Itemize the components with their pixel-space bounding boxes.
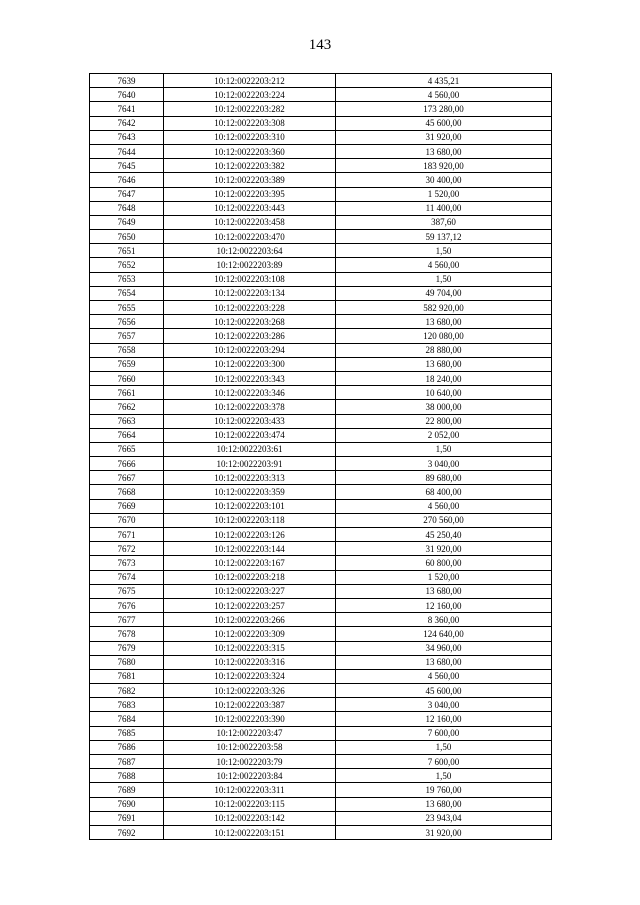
cadastral-number-cell: 10:12:0022203:282 (164, 102, 336, 116)
value-cell: 270 560,00 (336, 513, 552, 527)
value-cell: 1,50 (336, 769, 552, 783)
table-row (90, 684, 552, 698)
row-number-cell: 7692 (90, 825, 164, 839)
row-number-cell: 7684 (90, 712, 164, 726)
table-row (90, 655, 552, 669)
value-cell: 1,50 (336, 740, 552, 754)
value-cell: 45 600,00 (336, 116, 552, 130)
cadastral-number-cell: 10:12:0022203:443 (164, 201, 336, 215)
value-cell: 45 600,00 (336, 684, 552, 698)
table-row (90, 144, 552, 158)
table-row (90, 513, 552, 527)
table-row (90, 598, 552, 612)
value-cell: 387,60 (336, 215, 552, 229)
table-row (90, 315, 552, 329)
row-number-cell: 7661 (90, 386, 164, 400)
table-row (90, 442, 552, 456)
value-cell: 4 560,00 (336, 258, 552, 272)
value-cell: 18 240,00 (336, 371, 552, 385)
cadastral-number-cell: 10:12:0022203:58 (164, 740, 336, 754)
registry-table-body (90, 74, 552, 840)
cadastral-number-cell: 10:12:0022203:47 (164, 726, 336, 740)
row-number-cell: 7670 (90, 513, 164, 527)
row-number-cell: 7645 (90, 159, 164, 173)
row-number-cell: 7642 (90, 116, 164, 130)
cadastral-number-cell: 10:12:0022203:64 (164, 244, 336, 258)
table-row (90, 130, 552, 144)
row-number-cell: 7685 (90, 726, 164, 740)
value-cell: 124 640,00 (336, 627, 552, 641)
cadastral-number-cell: 10:12:0022203:309 (164, 627, 336, 641)
row-number-cell: 7683 (90, 698, 164, 712)
table-row (90, 357, 552, 371)
table-row (90, 301, 552, 315)
table-row (90, 613, 552, 627)
row-number-cell: 7665 (90, 442, 164, 456)
row-number-cell: 7653 (90, 272, 164, 286)
table-row (90, 215, 552, 229)
cadastral-number-cell: 10:12:0022203:101 (164, 499, 336, 513)
cadastral-number-cell: 10:12:0022203:218 (164, 570, 336, 584)
table-row (90, 556, 552, 570)
cadastral-number-cell: 10:12:0022203:359 (164, 485, 336, 499)
row-number-cell: 7662 (90, 400, 164, 414)
cadastral-number-cell: 10:12:0022203:84 (164, 769, 336, 783)
table-row (90, 457, 552, 471)
row-number-cell: 7674 (90, 570, 164, 584)
row-number-cell: 7691 (90, 811, 164, 825)
row-number-cell: 7651 (90, 244, 164, 258)
table-row (90, 726, 552, 740)
row-number-cell: 7659 (90, 357, 164, 371)
cadastral-number-cell: 10:12:0022203:470 (164, 230, 336, 244)
value-cell: 1,50 (336, 272, 552, 286)
table-row (90, 244, 552, 258)
value-cell: 2 052,00 (336, 428, 552, 442)
table-row (90, 471, 552, 485)
registry-table (89, 73, 552, 840)
row-number-cell: 7643 (90, 130, 164, 144)
table-row (90, 187, 552, 201)
page-number: 143 (308, 37, 332, 53)
value-cell: 89 680,00 (336, 471, 552, 485)
row-number-cell: 7680 (90, 655, 164, 669)
value-cell: 31 920,00 (336, 825, 552, 839)
row-number-cell: 7646 (90, 173, 164, 187)
table-row (90, 740, 552, 754)
cadastral-number-cell: 10:12:0022203:89 (164, 258, 336, 272)
value-cell: 45 250,40 (336, 528, 552, 542)
cadastral-number-cell: 10:12:0022203:313 (164, 471, 336, 485)
row-number-cell: 7658 (90, 343, 164, 357)
table-row (90, 797, 552, 811)
row-number-cell: 7669 (90, 499, 164, 513)
cadastral-number-cell: 10:12:0022203:315 (164, 641, 336, 655)
row-number-cell: 7675 (90, 584, 164, 598)
table-row (90, 74, 552, 88)
row-number-cell: 7647 (90, 187, 164, 201)
value-cell: 7 600,00 (336, 726, 552, 740)
cadastral-number-cell: 10:12:0022203:227 (164, 584, 336, 598)
value-cell: 13 680,00 (336, 315, 552, 329)
cadastral-number-cell: 10:12:0022203:311 (164, 783, 336, 797)
value-cell: 11 400,00 (336, 201, 552, 215)
cadastral-number-cell: 10:12:0022203:118 (164, 513, 336, 527)
cadastral-number-cell: 10:12:0022203:286 (164, 329, 336, 343)
value-cell: 38 000,00 (336, 400, 552, 414)
cadastral-number-cell: 10:12:0022203:395 (164, 187, 336, 201)
table-row (90, 769, 552, 783)
row-number-cell: 7668 (90, 485, 164, 499)
table-row (90, 698, 552, 712)
cadastral-number-cell: 10:12:0022203:224 (164, 88, 336, 102)
value-cell: 28 880,00 (336, 343, 552, 357)
value-cell: 120 080,00 (336, 329, 552, 343)
row-number-cell: 7663 (90, 414, 164, 428)
value-cell: 4 560,00 (336, 88, 552, 102)
cadastral-number-cell: 10:12:0022203:266 (164, 613, 336, 627)
cadastral-number-cell: 10:12:0022203:294 (164, 343, 336, 357)
value-cell: 19 760,00 (336, 783, 552, 797)
table-row (90, 584, 552, 598)
cadastral-number-cell: 10:12:0022203:212 (164, 74, 336, 88)
table-row (90, 485, 552, 499)
cadastral-number-cell: 10:12:0022203:151 (164, 825, 336, 839)
table-row (90, 712, 552, 726)
row-number-cell: 7639 (90, 74, 164, 88)
cadastral-number-cell: 10:12:0022203:389 (164, 173, 336, 187)
cadastral-number-cell: 10:12:0022203:61 (164, 442, 336, 456)
table-row (90, 343, 552, 357)
table-row (90, 329, 552, 343)
cadastral-number-cell: 10:12:0022203:167 (164, 556, 336, 570)
table-row (90, 400, 552, 414)
value-cell: 31 920,00 (336, 542, 552, 556)
table-row (90, 258, 552, 272)
row-number-cell: 7671 (90, 528, 164, 542)
row-number-cell: 7655 (90, 301, 164, 315)
value-cell: 1 520,00 (336, 187, 552, 201)
row-number-cell: 7678 (90, 627, 164, 641)
table-row (90, 414, 552, 428)
value-cell: 1,50 (336, 442, 552, 456)
cadastral-number-cell: 10:12:0022203:433 (164, 414, 336, 428)
table-row (90, 669, 552, 683)
value-cell: 183 920,00 (336, 159, 552, 173)
row-number-cell: 7677 (90, 613, 164, 627)
table-row (90, 499, 552, 513)
table-row (90, 88, 552, 102)
cadastral-number-cell: 10:12:0022203:142 (164, 811, 336, 825)
table-row (90, 386, 552, 400)
row-number-cell: 7660 (90, 371, 164, 385)
table-row (90, 102, 552, 116)
table-row (90, 201, 552, 215)
value-cell: 23 943,04 (336, 811, 552, 825)
row-number-cell: 7656 (90, 315, 164, 329)
table-row (90, 755, 552, 769)
table-row (90, 116, 552, 130)
row-number-cell: 7652 (90, 258, 164, 272)
cadastral-number-cell: 10:12:0022203:126 (164, 528, 336, 542)
cadastral-number-cell: 10:12:0022203:382 (164, 159, 336, 173)
value-cell: 1 520,00 (336, 570, 552, 584)
cadastral-number-cell: 10:12:0022203:324 (164, 669, 336, 683)
table-row (90, 528, 552, 542)
value-cell: 3 040,00 (336, 698, 552, 712)
row-number-cell: 7641 (90, 102, 164, 116)
value-cell: 13 680,00 (336, 144, 552, 158)
table-row (90, 627, 552, 641)
row-number-cell: 7676 (90, 598, 164, 612)
cadastral-number-cell: 10:12:0022203:108 (164, 272, 336, 286)
table-row (90, 825, 552, 839)
value-cell: 173 280,00 (336, 102, 552, 116)
value-cell: 60 800,00 (336, 556, 552, 570)
value-cell: 13 680,00 (336, 584, 552, 598)
cadastral-number-cell: 10:12:0022203:310 (164, 130, 336, 144)
value-cell: 4 560,00 (336, 669, 552, 683)
cadastral-number-cell: 10:12:0022203:134 (164, 286, 336, 300)
row-number-cell: 7649 (90, 215, 164, 229)
table-row (90, 230, 552, 244)
row-number-cell: 7648 (90, 201, 164, 215)
table-row (90, 272, 552, 286)
table-row (90, 173, 552, 187)
row-number-cell: 7688 (90, 769, 164, 783)
cadastral-number-cell: 10:12:0022203:257 (164, 598, 336, 612)
table-row (90, 542, 552, 556)
value-cell: 3 040,00 (336, 457, 552, 471)
value-cell: 7 600,00 (336, 755, 552, 769)
row-number-cell: 7666 (90, 457, 164, 471)
cadastral-number-cell: 10:12:0022203:326 (164, 684, 336, 698)
cadastral-number-cell: 10:12:0022203:228 (164, 301, 336, 315)
row-number-cell: 7689 (90, 783, 164, 797)
value-cell: 10 640,00 (336, 386, 552, 400)
value-cell: 8 360,00 (336, 613, 552, 627)
value-cell: 12 160,00 (336, 598, 552, 612)
cadastral-number-cell: 10:12:0022203:308 (164, 116, 336, 130)
row-number-cell: 7664 (90, 428, 164, 442)
value-cell: 31 920,00 (336, 130, 552, 144)
table-row (90, 159, 552, 173)
row-number-cell: 7667 (90, 471, 164, 485)
table-row (90, 641, 552, 655)
table-row (90, 371, 552, 385)
value-cell: 13 680,00 (336, 797, 552, 811)
row-number-cell: 7650 (90, 230, 164, 244)
value-cell: 68 400,00 (336, 485, 552, 499)
row-number-cell: 7654 (90, 286, 164, 300)
table-row (90, 783, 552, 797)
value-cell: 4 435,21 (336, 74, 552, 88)
row-number-cell: 7687 (90, 755, 164, 769)
value-cell: 13 680,00 (336, 357, 552, 371)
row-number-cell: 7672 (90, 542, 164, 556)
cadastral-number-cell: 10:12:0022203:343 (164, 371, 336, 385)
value-cell: 582 920,00 (336, 301, 552, 315)
cadastral-number-cell: 10:12:0022203:115 (164, 797, 336, 811)
cadastral-number-cell: 10:12:0022203:458 (164, 215, 336, 229)
row-number-cell: 7644 (90, 144, 164, 158)
row-number-cell: 7640 (90, 88, 164, 102)
row-number-cell: 7673 (90, 556, 164, 570)
cadastral-number-cell: 10:12:0022203:360 (164, 144, 336, 158)
row-number-cell: 7657 (90, 329, 164, 343)
row-number-cell: 7681 (90, 669, 164, 683)
value-cell: 59 137,12 (336, 230, 552, 244)
cadastral-number-cell: 10:12:0022203:79 (164, 755, 336, 769)
cadastral-number-cell: 10:12:0022203:474 (164, 428, 336, 442)
cadastral-number-cell: 10:12:0022203:268 (164, 315, 336, 329)
value-cell: 12 160,00 (336, 712, 552, 726)
row-number-cell: 7679 (90, 641, 164, 655)
table-row (90, 286, 552, 300)
row-number-cell: 7686 (90, 740, 164, 754)
cadastral-number-cell: 10:12:0022203:91 (164, 457, 336, 471)
table-row (90, 811, 552, 825)
row-number-cell: 7690 (90, 797, 164, 811)
table-row (90, 570, 552, 584)
cadastral-number-cell: 10:12:0022203:387 (164, 698, 336, 712)
value-cell: 13 680,00 (336, 655, 552, 669)
cadastral-number-cell: 10:12:0022203:346 (164, 386, 336, 400)
cadastral-number-cell: 10:12:0022203:144 (164, 542, 336, 556)
value-cell: 30 400,00 (336, 173, 552, 187)
row-number-cell: 7682 (90, 684, 164, 698)
cadastral-number-cell: 10:12:0022203:378 (164, 400, 336, 414)
table-row (90, 428, 552, 442)
cadastral-number-cell: 10:12:0022203:316 (164, 655, 336, 669)
cadastral-number-cell: 10:12:0022203:390 (164, 712, 336, 726)
value-cell: 22 800,00 (336, 414, 552, 428)
value-cell: 4 560,00 (336, 499, 552, 513)
value-cell: 1,50 (336, 244, 552, 258)
value-cell: 49 704,00 (336, 286, 552, 300)
cadastral-number-cell: 10:12:0022203:300 (164, 357, 336, 371)
value-cell: 34 960,00 (336, 641, 552, 655)
